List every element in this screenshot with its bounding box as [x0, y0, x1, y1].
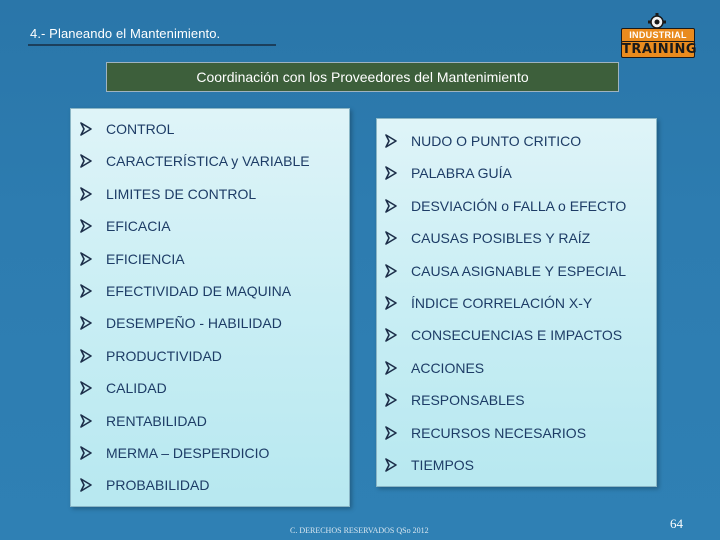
arrowhead-bullet-icon	[80, 414, 92, 428]
arrowhead-bullet-icon	[385, 166, 397, 180]
list-item	[80, 445, 269, 461]
section-header: Coordinación con los Proveedores del Mantenimiento	[106, 62, 619, 92]
list-item-label: DESEMPEÑO - HABILIDAD	[106, 315, 282, 332]
right-concepts-panel	[376, 118, 657, 487]
logo-line2: TRAINING	[622, 42, 698, 57]
list-item	[385, 230, 590, 246]
arrowhead-bullet-icon	[80, 446, 92, 460]
list-item-label: CONSECUENCIAS E IMPACTOS	[411, 327, 623, 344]
list-item	[80, 186, 256, 202]
list-item	[80, 413, 207, 429]
list-item-label: EFICIENCIA	[106, 250, 185, 267]
title-underline	[28, 44, 276, 46]
arrowhead-bullet-icon	[385, 361, 397, 375]
list-item-label: EFECTIVIDAD DE MAQUINA	[106, 283, 292, 299]
list-item	[385, 263, 626, 279]
list-item	[80, 315, 282, 331]
list-item	[385, 457, 474, 473]
arrowhead-bullet-icon	[80, 478, 92, 492]
list-item	[385, 165, 512, 181]
arrowhead-bullet-icon	[80, 122, 92, 136]
list-item	[80, 348, 222, 364]
list-item-label: CARACTERÍSTICA y VARIABLE	[106, 153, 310, 170]
industrial-training-logo	[617, 12, 699, 56]
list-item-label: TIEMPOS	[411, 457, 475, 473]
list-item	[385, 392, 525, 408]
list-item-label: RESPONSABLES	[411, 392, 525, 409]
list-item	[80, 477, 209, 493]
list-item-label: CALIDAD	[106, 380, 167, 397]
list-item-label: CAUSAS POSIBLES Y RAÍZ	[411, 230, 591, 247]
list-item	[80, 153, 310, 169]
list-item-label: LIMITES DE CONTROL	[106, 185, 257, 202]
list-item-label: EFICACIA	[106, 218, 171, 235]
arrowhead-bullet-icon	[80, 316, 92, 330]
list-item-label: PALABRA GUÍA	[411, 165, 512, 182]
arrowhead-bullet-icon	[385, 134, 397, 148]
left-concepts-panel	[70, 108, 350, 507]
arrowhead-bullet-icon	[385, 393, 397, 407]
list-item-label: ACCIONES	[411, 359, 485, 376]
list-item-label: RENTABILIDAD	[106, 412, 207, 429]
arrowhead-bullet-icon	[385, 458, 397, 472]
arrowhead-bullet-icon	[385, 231, 397, 245]
arrowhead-bullet-icon	[80, 349, 92, 363]
arrowhead-bullet-icon	[80, 187, 92, 201]
list-item-label: CAUSA ASIGNABLE Y ESPECIAL	[411, 262, 627, 279]
list-item	[385, 295, 592, 311]
list-item	[80, 218, 171, 234]
list-item-label: MERMA – DESPERDICIO	[106, 445, 270, 461]
list-item	[80, 121, 174, 137]
arrowhead-bullet-icon	[80, 219, 92, 233]
arrowhead-bullet-icon	[80, 381, 92, 395]
arrowhead-bullet-icon	[385, 264, 397, 278]
copyright-footer: C. DERECHOS RESERVADOS QSo 2012	[290, 526, 429, 535]
arrowhead-bullet-icon	[80, 154, 92, 168]
list-item	[385, 198, 626, 214]
list-item	[385, 133, 581, 149]
list-item	[385, 360, 484, 376]
arrowhead-bullet-icon	[385, 199, 397, 213]
list-item-label: DESVIACIÓN o FALLA o EFECTO	[411, 197, 627, 214]
arrowhead-bullet-icon	[385, 296, 397, 310]
list-item-label: PRODUCTIVIDAD	[106, 347, 222, 364]
list-item-label: NUDO O PUNTO CRITICO	[411, 133, 582, 149]
logo-line1: INDUSTRIAL	[621, 28, 695, 43]
list-item	[385, 327, 622, 343]
list-item-label: RECURSOS NECESARIOS	[411, 424, 587, 441]
arrowhead-bullet-icon	[385, 328, 397, 342]
slide-title: 4.- Planeando el Mantenimiento.	[30, 26, 221, 41]
list-item	[80, 251, 185, 267]
arrowhead-bullet-icon	[385, 426, 397, 440]
list-item	[80, 380, 167, 396]
arrowhead-bullet-icon	[80, 252, 92, 266]
list-item-label: PROBABILIDAD	[106, 477, 210, 494]
page-number: 64	[670, 516, 683, 531]
list-item	[80, 283, 291, 299]
arrowhead-bullet-icon	[80, 284, 92, 298]
list-item	[385, 425, 586, 441]
list-item-label: ÍNDICE CORRELACIÓN X-Y	[411, 295, 593, 311]
list-item-label: CONTROL	[106, 121, 175, 137]
